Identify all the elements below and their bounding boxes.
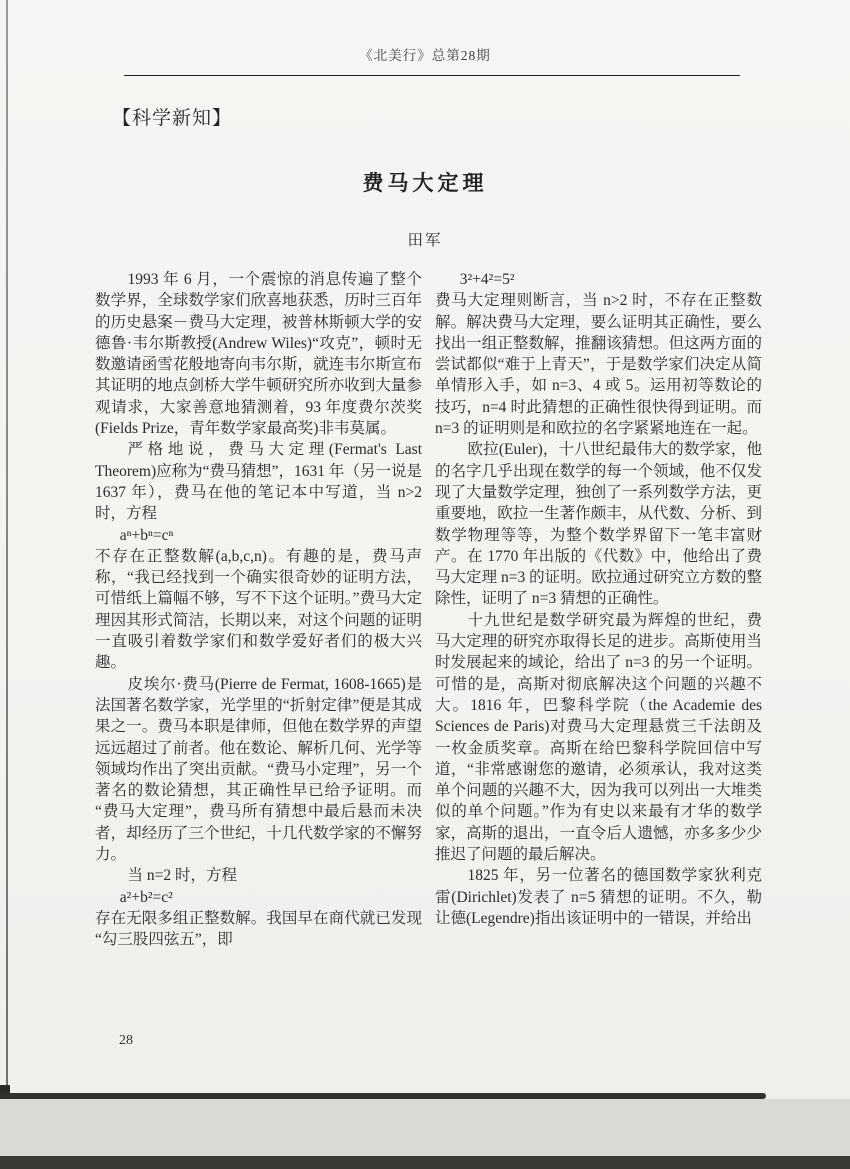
paragraph: 不存在正整数解(a,b,c,n)。有趣的是，费马声称，“我已经找到一个确实很奇妙的证明方法，可惜纸上篇幅不够，写不下这个证明。”费马大定理因其形式简洁，长期以来，对这个问题的证明一直吸引着数学家们和数学爱好者们的极大兴趣。 — [95, 547, 422, 672]
formula: 3²+4²=5² — [459, 271, 515, 288]
article-author: 田军 — [407, 232, 443, 249]
header-rule — [124, 75, 740, 76]
scan-artifact-bottom-band — [0, 1156, 850, 1169]
article-title: 费马大定理 — [362, 171, 488, 195]
formula: a²+b²=c² — [119, 888, 173, 906]
section-label: 【科学新知】 — [112, 108, 233, 129]
page-header — [0, 0, 850, 76]
paragraph: 严格地说，费马大定理(Fermat's Last Theorem)应称为“费马猜想”，1631 年（另一说是 1637 年），费马在他的笔记本中写道，当 n>2 时，方程 — [95, 441, 422, 523]
paragraph: 当 n=2 时，方程 — [127, 867, 238, 885]
paragraph: 1993 年 6 月，一个震惊的消息传遍了整个数学界，全球数学家们欣喜地获悉，历时三百年的历史悬案－费马大定理，被普林斯顿大学的安德鲁·韦尔斯教授(Andrew Wiles)“攻克”，顿时无数邀请函雪花般地寄向韦尔斯，就连韦尔斯宣布其证明的地点剑桥大学牛顿研究所亦收到大量参观请求，大家善意地猜测着，93 年度费尔茨奖(Fields Prize，青年数学家最高奖)非韦莫属。 — [95, 271, 422, 438]
right-column — [435, 269, 762, 951]
left-column — [95, 269, 422, 951]
article-body — [95, 269, 762, 951]
paragraph: 费马大定理则断言，当 n>2 时，不存在正整数解。解决费马大定理，要么证明其正确性，要么找出一组正整数解，推翻该猜想。但这两方面的尝试都似“难于上青天”，于是数学家们决定从简单情形入手，如 n=3、4 或 5。运用初等数论的技巧，n=4 时此猜想的正确性很快得到证明。而 n=3 的证明则是和欧拉的名字紧紧地连在一起。 — [435, 292, 762, 438]
formula: aⁿ+bⁿ=cⁿ — [119, 526, 174, 544]
paragraph: 皮埃尔·费马(Pierre de Fermat, 1608-1665)是法国著名数学家，光学里的“折射定律”便是其成果之一。费马本职是律师，但他在数学界的声望远远超过了前者。他在数论、解析几何、光学等领域均作出了突出贡献。“费马小定理”，另一个著名的数论猜想，其正确性早已给予证明。而“费马大定理”，费马所有猜想中最后悬而未决者，却经历了三个世纪，十几代数学家的不懈努力。 — [95, 675, 422, 864]
paragraph: 存在无限多组正整数解。我国早在商代就已发现“勾三股四弦五”，即 — [95, 909, 422, 949]
paragraph: 十九世纪是数学研究最为辉煌的世纪，费马大定理的研究亦取得长足的进步。高斯使用当时发展起来的域论，给出了 n=3 的另一个证明。可惜的是，高斯对彻底解决这个问题的兴趣不大。1816 年，巴黎科学院（the Academie des Sciences de Paris)对费马大定理悬赏三千法朗及一枚金质奖章。高斯在给巴黎科学院回信中写道，“非常感谢您的邀请，必须承认，我对这类单个问题的兴趣不大，因为我可以列出一大堆类似的单个问题。”作为有史以来最有才华的数学家，高斯的退出，一直令后人遗憾，亦多多少少推迟了问题的最后解决。 — [435, 611, 762, 864]
page-number: 28 — [119, 1033, 133, 1048]
scan-edge-artifact — [6, 0, 8, 1093]
journal-title: 《北美行》总第28期 — [359, 48, 491, 63]
scan-artifact-gray-band — [0, 1099, 850, 1156]
paragraph: 1825 年，另一位著名的德国数学家狄利克雷(Dirichlet)发表了 n=5 猜想的证明。不久，勒让德(Legendre)指出该证明中的一错误，并给出 — [435, 867, 762, 927]
paragraph: 欧拉(Euler)，十八世纪最伟大的数学家，他的名字几乎出现在数学的每一个领域，他不仅发现了大量数学定理，独创了一系列数学方法，更重要地，欧拉一生著作颇丰，从代数、分析、到数学物理等等，为整个数学界留下一笔丰富财产。在 1770 年出版的《代数》中，他给出了费马大定理 n=3 的证明。欧拉通过研究立方数的整除性，证明了 n=3 猜想的正确性。 — [435, 441, 762, 608]
